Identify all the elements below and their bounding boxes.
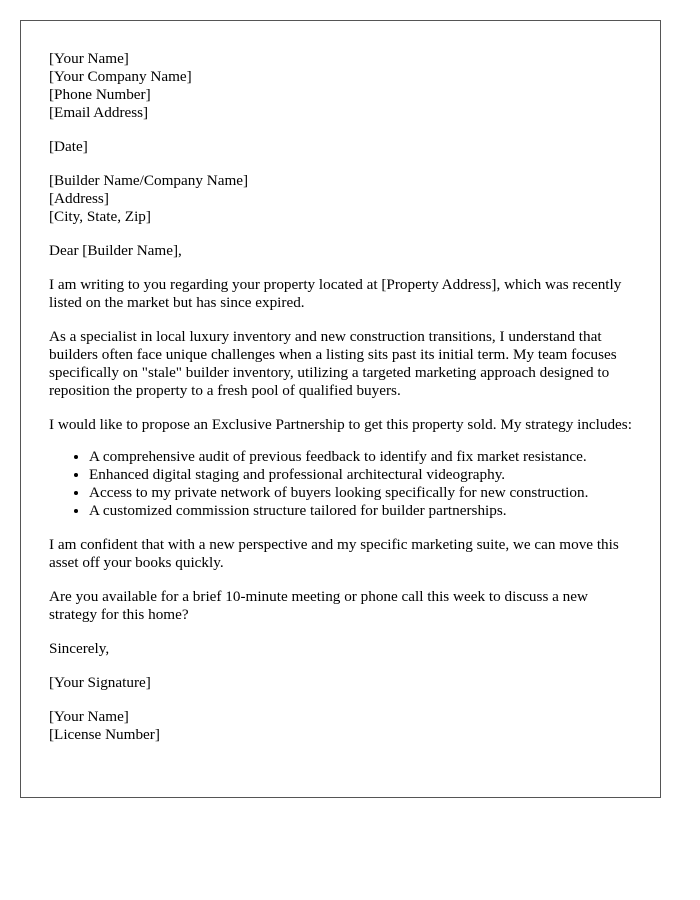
paragraph-specialist: As a specialist in local luxury inventory and new construction transitions, I understand that builders often face unique challenges when a listing sits past its initial term. My team focuses specifically on "stale" builder inventory, utilizing a targeted marketing approach designed to reposition the property to a fresh pool of qualified buyers. [49,328,617,399]
strategy-item: • A comprehensive audit of previous feedback to identify and fix market resistance. [89,448,635,466]
recipient-address: [Address] [49,190,109,207]
paragraph-intro: I am writing to you regarding your property located at [Property Address], which was recently listed on the market but has since expired. [49,276,622,311]
footer-block [49,708,635,744]
strategy-item: • Access to my private network of buyers looking specifically for new construction. [89,484,635,502]
recipient-city-state-zip: [City, State, Zip] [49,208,151,225]
footer-license: [License Number] [49,726,160,743]
date-block [49,138,635,156]
sender-email: [Email Address] [49,104,149,121]
sender-company: [Your Company Name] [49,68,192,85]
strategy-item: • Enhanced digital staging and professional architectural videography. [89,466,635,484]
strategy-list [49,448,635,520]
paragraph-meeting-request: Are you available for a brief 10-minute meeting or phone call this week to discuss a new strategy for this home? [49,588,588,623]
signature: [Your Signature] [49,674,151,691]
letter-page [20,20,661,798]
closing: Sincerely, [49,640,110,657]
paragraph-proposal: I would like to propose an Exclusive Partnership to get this property sold. My strategy includes: [49,416,632,433]
footer-name: [Your Name] [49,708,129,725]
sender-phone: [Phone Number] [49,86,151,103]
strategy-item: • A customized commission structure tailored for builder partnerships. [89,502,635,520]
letter-date: [Date] [49,138,88,155]
sender-block [49,50,635,122]
salutation: Dear [Builder Name], [49,242,182,259]
sender-name: [Your Name] [49,50,129,67]
letter-content [49,50,635,760]
recipient-name: [Builder Name/Company Name] [49,172,249,189]
paragraph-confidence: I am confident that with a new perspective and my specific marketing suite, we can move this asset off your books quickly. [49,536,619,571]
recipient-block [49,172,635,226]
